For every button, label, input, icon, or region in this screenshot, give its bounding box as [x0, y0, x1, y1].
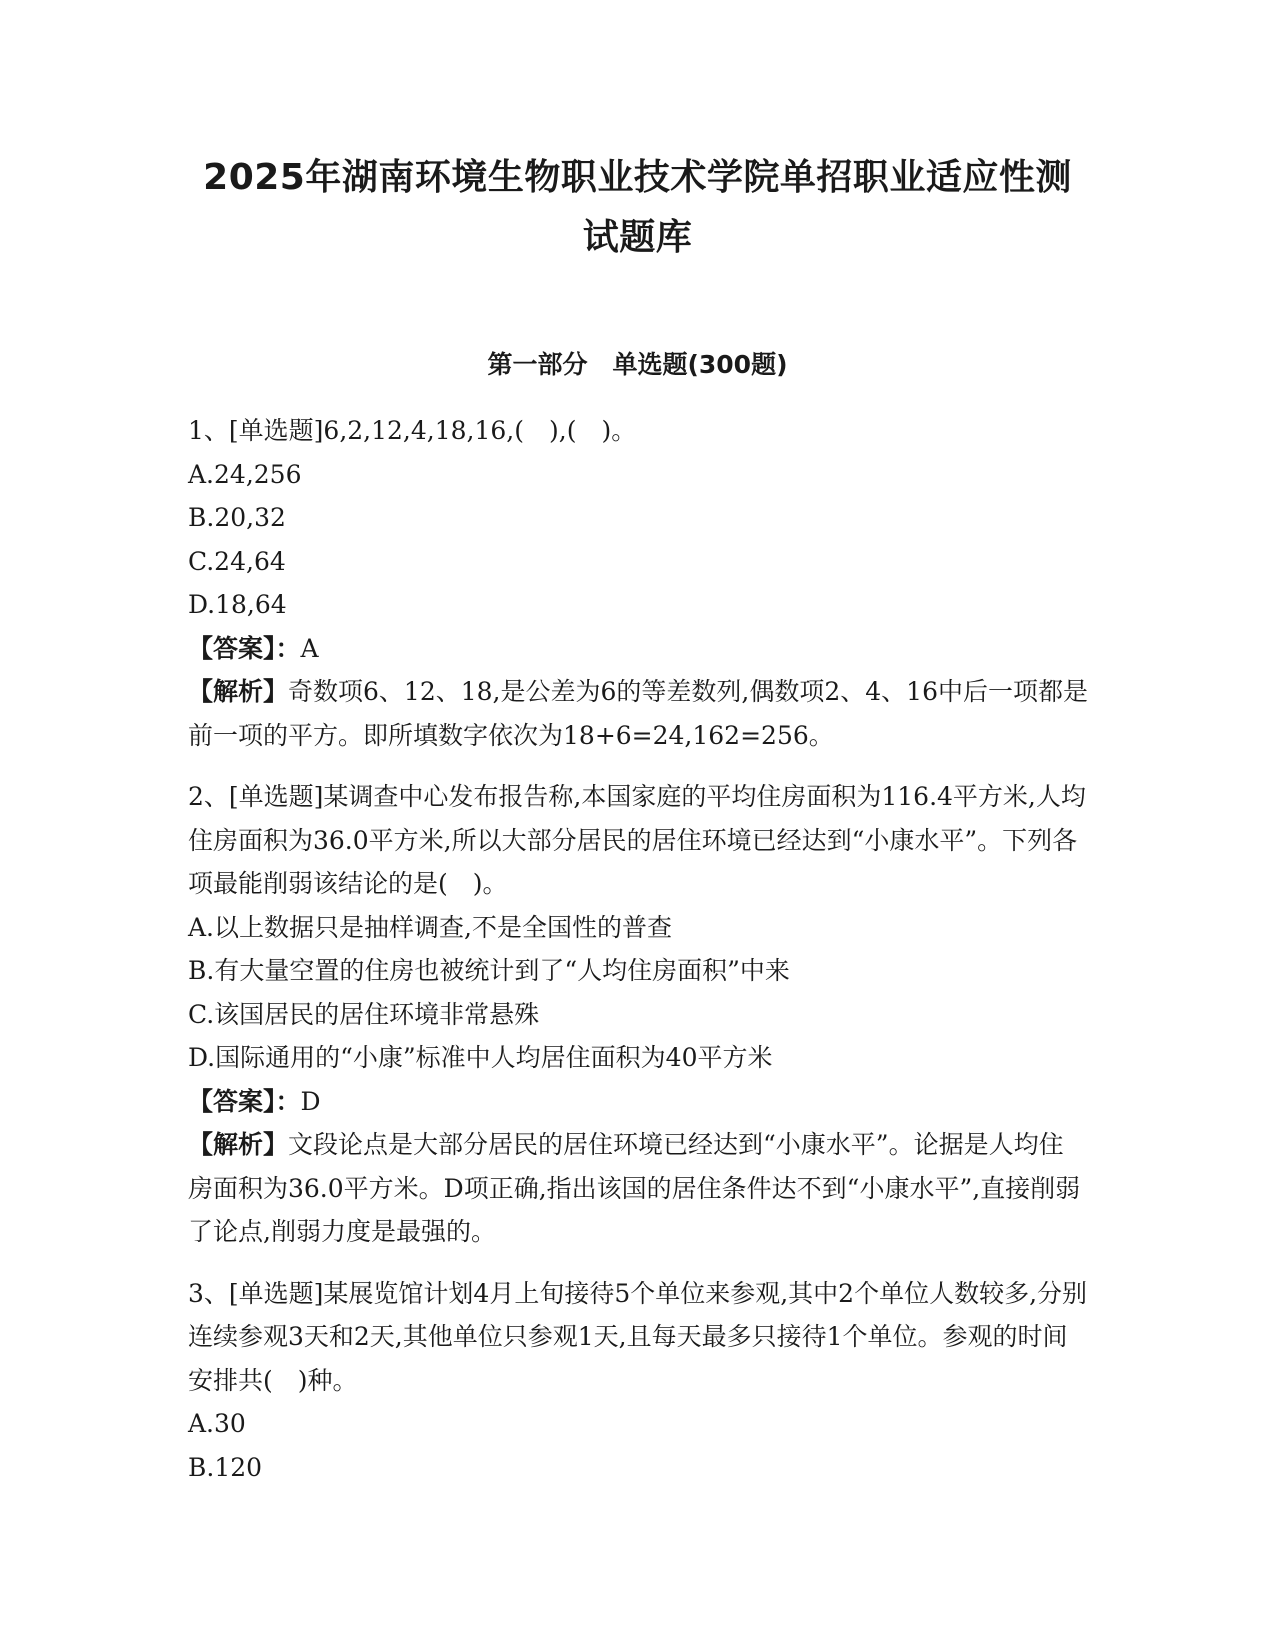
- question-1: [188, 409, 1088, 757]
- question-list: [188, 409, 1088, 1507]
- question-stem: 2、[单选题]某调查中心发布报告称,本国家庭的平均住房面积为116.4平方米,人均住房面积为36.0平方米,所以大部分居民的居住环境已经达到“小康水平”。下列各项最能削弱该结论的是( )。: [188, 782, 1086, 898]
- question-3: [188, 1272, 1088, 1490]
- analysis-text: 文段论点是大部分居民的居住环境已经达到“小康水平”。论据是人均住房面积为36.0平方米。D项正确,指出该国的居住条件达不到“小康水平”,直接削弱了论点,削弱力度是最强的。: [188, 1130, 1081, 1246]
- option-b: B.120: [188, 1452, 263, 1482]
- question-stem: 1、[单选题]6,2,12,4,18,16,( ),( )。: [188, 416, 637, 445]
- option-b: B.有大量空置的住房也被统计到了“人均住房面积”中来: [188, 956, 790, 985]
- answer-label: 【答案】：: [188, 1086, 301, 1116]
- analysis-line: [188, 1123, 1088, 1254]
- answer-label: 【答案】：: [188, 633, 301, 663]
- option-c: C.24,64: [188, 546, 286, 576]
- answer-value: D: [300, 1086, 321, 1116]
- question-2: [188, 775, 1088, 1254]
- section-heading: 第一部分 单选题(300题): [487, 350, 788, 379]
- answer-value: A: [300, 633, 319, 663]
- option-d: D.18,64: [188, 590, 287, 619]
- analysis-line: [188, 670, 1088, 757]
- question-stem: 3、[单选题]某展览馆计划4月上旬接待5个单位来参观,其中2个单位人数较多,分别连续参观3天和2天,其他单位只参观1天,且每天最多只接待1个单位。参观的时间安排共( )种。: [188, 1278, 1088, 1395]
- option-b: B.20,32: [188, 503, 286, 532]
- analysis-label: 【解析】: [188, 1130, 289, 1159]
- analysis-text: 奇数项6、12、18,是公差为6的等差数列,偶数项2、4、16中后一项都是前一项的平方。即所填数字依次为18+6=24,162=256。: [188, 677, 1088, 750]
- option-c: C.该国居民的居住环境非常悬殊: [188, 999, 540, 1029]
- option-a: A.24,256: [188, 459, 302, 489]
- option-a: A.以上数据只是抽样调查,不是全国性的普查: [188, 912, 672, 942]
- document-title: 2025年湖南环境生物职业技术学院单招职业适应性测试题库: [203, 157, 1072, 258]
- analysis-label: 【解析】: [188, 677, 289, 706]
- option-d: D.国际通用的“小康”标准中人均居住面积为40平方米: [188, 1043, 773, 1072]
- answer-line: [188, 1080, 1088, 1124]
- answer-line: [188, 627, 1088, 671]
- option-a: A.30: [188, 1409, 246, 1438]
